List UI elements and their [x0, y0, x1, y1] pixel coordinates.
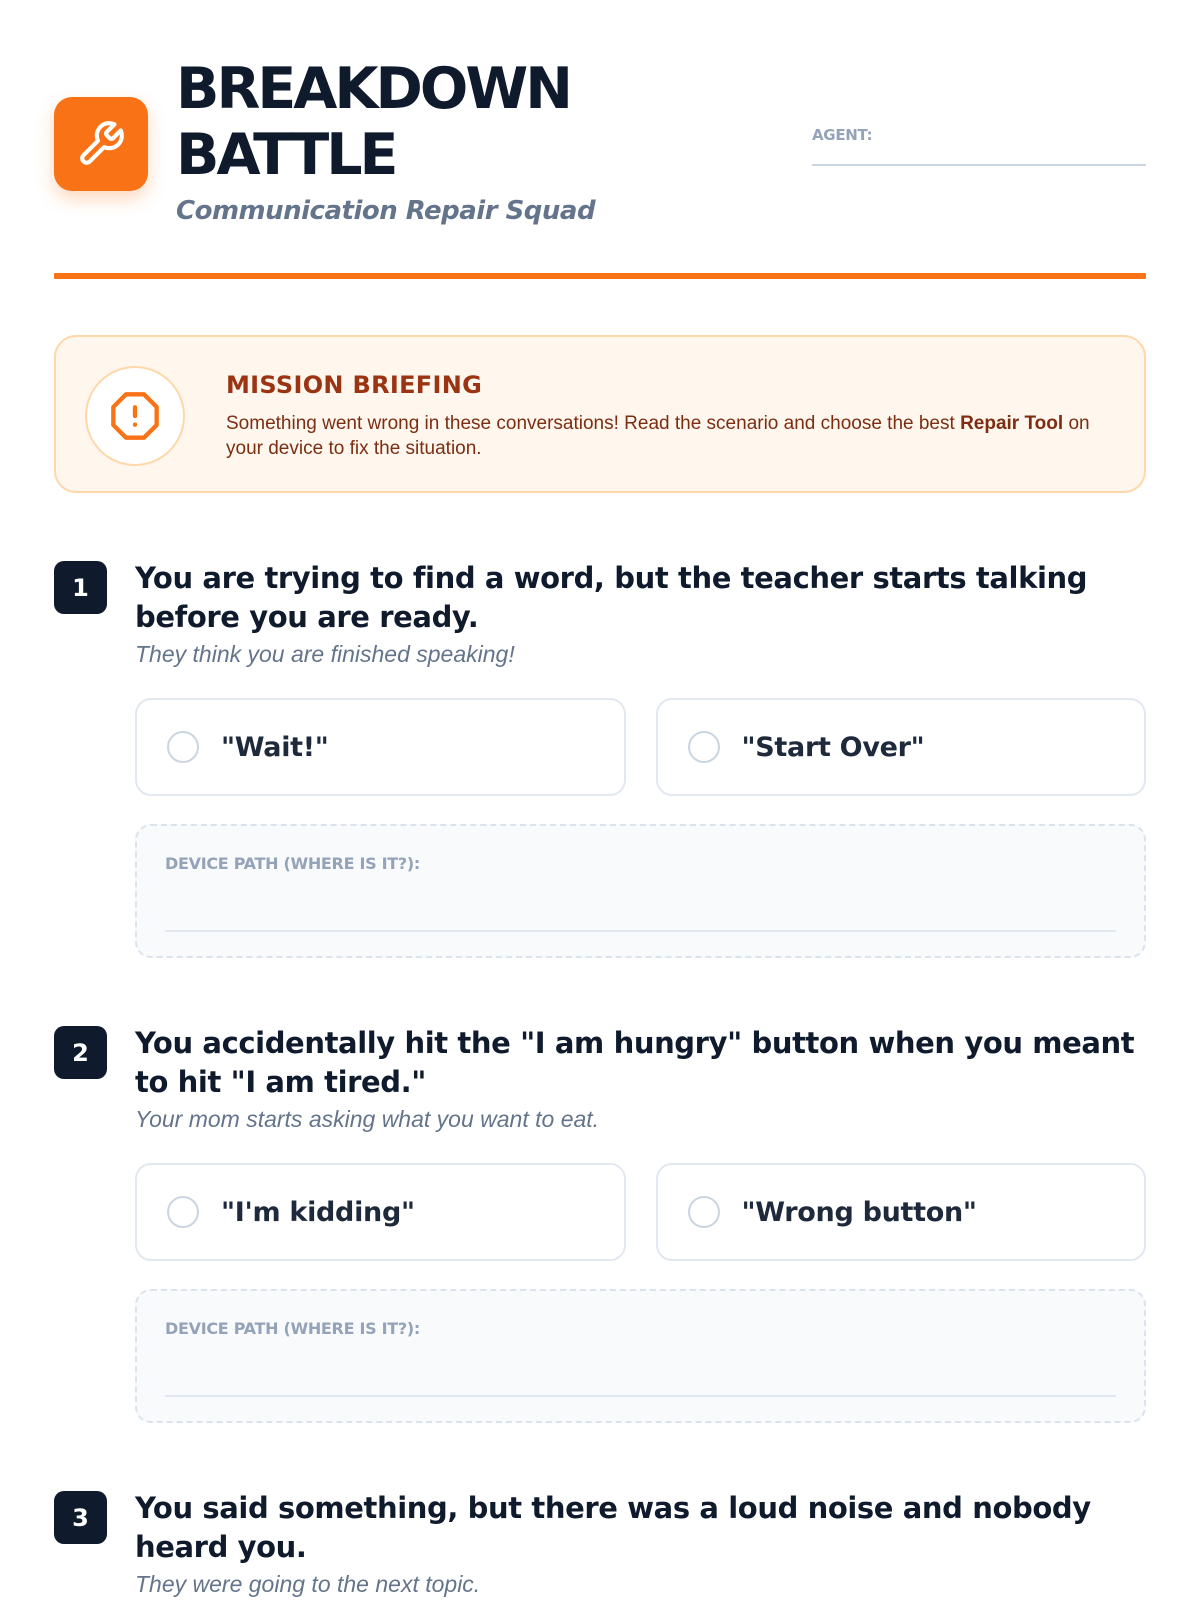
briefing-body-start: Something went wrong in these conversations! Read the scenario and choose the best	[226, 413, 961, 434]
briefing-body-bold: Repair Tool	[960, 413, 1064, 434]
question-2	[54, 1024, 1146, 1423]
option-label: "Start Over"	[741, 731, 925, 763]
question-text: You are trying to find a word, but the teacher starts talking before you are ready.	[135, 561, 1088, 634]
agent-label: AGENT:	[812, 126, 873, 144]
question-1	[54, 559, 1146, 958]
answer-option[interactable]	[135, 698, 626, 796]
briefing-body	[226, 411, 1114, 461]
title-line-2: BATTLE	[176, 122, 396, 188]
radio-button[interactable]	[688, 1196, 720, 1228]
device-path-field[interactable]	[135, 824, 1146, 958]
question-number: 1	[54, 561, 107, 614]
answer-option[interactable]	[656, 698, 1147, 796]
device-path-line	[165, 1395, 1116, 1397]
answer-options	[135, 698, 1146, 796]
briefing-title: MISSION BRIEFING	[226, 371, 483, 399]
page-title	[176, 56, 595, 188]
header	[54, 0, 1146, 280]
question-3	[54, 1489, 1146, 1598]
option-label: "I'm kidding"	[221, 1196, 415, 1228]
header-divider	[54, 273, 1146, 279]
question-number: 3	[54, 1491, 107, 1544]
radio-button[interactable]	[167, 731, 199, 763]
title-block	[176, 56, 595, 226]
page-subtitle: Communication Repair Squad	[176, 196, 596, 226]
question-subtext: Your mom starts asking what you want to eat.	[135, 1106, 600, 1132]
radio-button[interactable]	[688, 731, 720, 763]
question-subtext: They think you are finished speaking!	[135, 641, 515, 667]
wrench-icon	[76, 119, 126, 169]
briefing-body-end: on your device to fix the situation.	[226, 413, 1090, 459]
question-text: You accidentally hit the "I am hungry" button when you meant to hit "I am tired."	[135, 1026, 1135, 1099]
briefing-icon-circle	[85, 366, 185, 466]
radio-button[interactable]	[167, 1196, 199, 1228]
answer-options	[135, 1163, 1146, 1261]
briefing-text	[226, 371, 1114, 461]
option-label: "Wait!"	[221, 731, 329, 763]
question-number: 2	[54, 1026, 107, 1079]
question-subtext: They were going to the next topic.	[135, 1571, 481, 1597]
device-path-label: DEVICE PATH (WHERE IS IT?):	[165, 854, 420, 873]
device-path-line	[165, 930, 1116, 932]
question-text: You said something, but there was a loud noise and nobody heard you.	[135, 1491, 1091, 1564]
answer-option[interactable]	[135, 1163, 626, 1261]
agent-name-field[interactable]	[812, 126, 1146, 166]
device-path-field[interactable]	[135, 1289, 1146, 1423]
device-path-label: DEVICE PATH (WHERE IS IT?):	[165, 1319, 420, 1338]
title-line-1: BREAKDOWN	[176, 56, 570, 122]
mission-briefing	[54, 335, 1146, 493]
option-label: "Wrong button"	[741, 1196, 977, 1228]
alert-octagon-icon	[109, 390, 161, 442]
logo-badge	[54, 97, 148, 191]
answer-option[interactable]	[656, 1163, 1147, 1261]
